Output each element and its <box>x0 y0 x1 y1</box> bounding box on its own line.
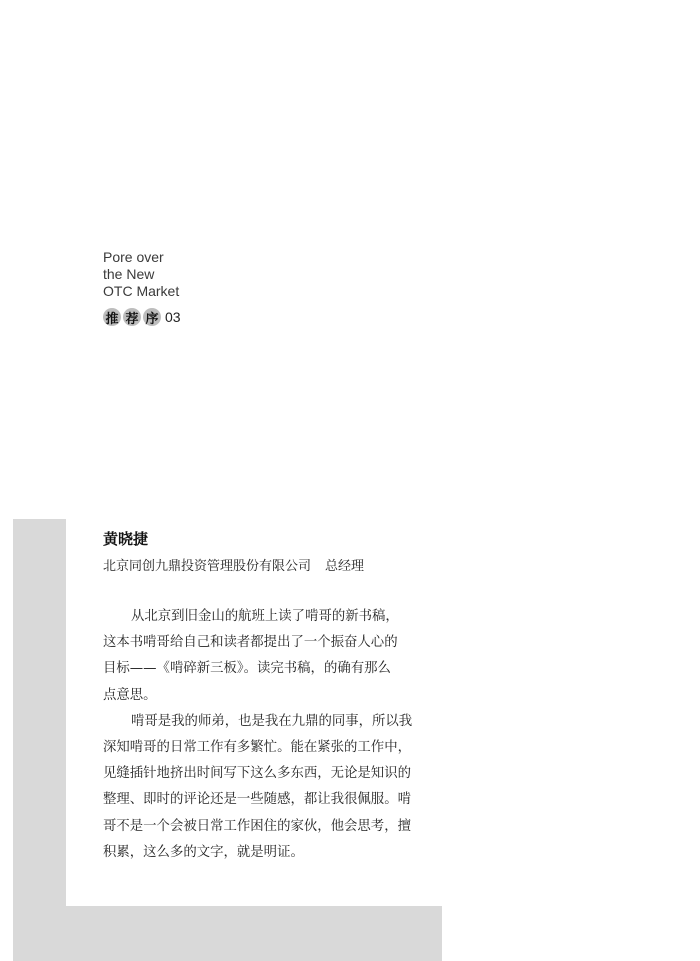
body-line: 整理、即时的评论还是一些随感，都让我很佩服。啃 <box>103 792 411 808</box>
section-char-3: 序 <box>143 308 161 326</box>
section-label <box>103 307 181 327</box>
body-line: 点意思。 <box>103 687 157 703</box>
author-name: 黄晓捷 <box>103 530 149 548</box>
section-char-2: 荐 <box>123 308 141 326</box>
section-char-1: 推 <box>103 308 121 326</box>
body-line: 这本书啃哥给自己和读者都提出了一个振奋人心的 <box>103 635 398 651</box>
author-affiliation <box>103 555 364 574</box>
body-line: 啃哥是我的师弟，也是我在九鼎的同事，所以我 <box>131 713 413 729</box>
author-position: 总经理 <box>325 559 365 574</box>
body-line: 积累，这么多的文字，就是明证。 <box>103 844 304 860</box>
english-title <box>103 249 179 300</box>
body-line: 从北京到旧金山的航班上读了啃哥的新书稿， <box>131 609 399 624</box>
body-line: 见缝插针地挤出时间写下这么多东西，无论是知识的 <box>103 766 411 782</box>
body-line: 深知啃哥的日常工作有多繁忙。能在紧张的工作中， <box>103 740 411 756</box>
english-title-line-2: the New <box>103 266 155 282</box>
body-line: 目标——《啃碎新三板》。读完书稿，的确有那么 <box>103 661 391 677</box>
english-title-line-1: Pore over <box>103 249 164 265</box>
english-title-line-3: OTC Market <box>103 283 180 299</box>
section-number: 03 <box>165 309 181 325</box>
author-company: 北京同创九鼎投资管理股份有限公司 <box>103 559 312 574</box>
preface-body <box>103 604 448 866</box>
body-line: 哥不是一个会被日常工作困住的家伙，他会思考，擅 <box>103 818 411 834</box>
